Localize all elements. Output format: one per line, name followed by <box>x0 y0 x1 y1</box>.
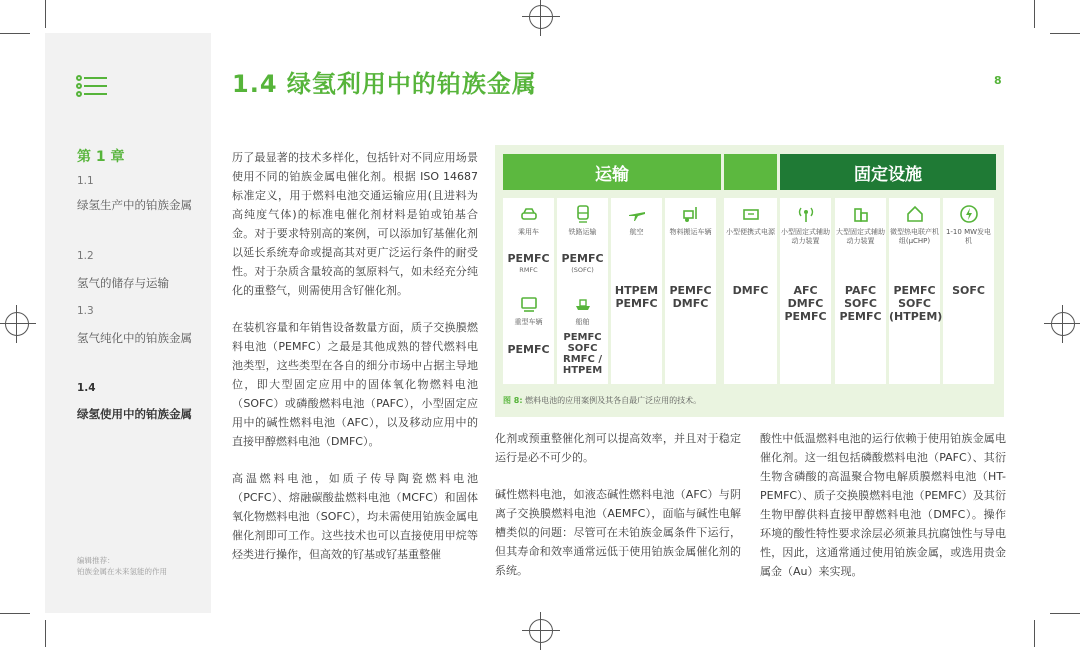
chapter-title: 第 1 章 <box>77 149 125 165</box>
technology-label: PEMFC <box>507 343 550 356</box>
crop-mark <box>0 33 30 34</box>
toc-item-1-2[interactable]: 氢气的储存与运输 <box>77 276 169 290</box>
toc-number: 1.1 <box>77 175 94 187</box>
application-cell <box>665 198 716 384</box>
power-icon <box>959 204 979 224</box>
crop-mark <box>45 0 46 28</box>
application-label: 航空 <box>629 228 644 236</box>
header-transport-extension <box>724 154 777 190</box>
technology-label: PEMFC SOFC RMFC / HTPEM <box>562 332 603 376</box>
registration-mark <box>5 312 29 336</box>
application-label: 1-10 MW发电机 <box>945 228 992 245</box>
crop-mark <box>1034 0 1035 28</box>
plane-icon <box>627 204 647 224</box>
registration-mark <box>1051 312 1075 336</box>
registration-mark <box>529 5 553 29</box>
chapter-sidebar <box>45 33 211 613</box>
application-cell <box>835 198 886 384</box>
crop-mark <box>1034 620 1035 647</box>
header-stationary: 固定设施 <box>780 154 996 190</box>
technology-label: PEMFC <box>507 252 550 265</box>
application-label: 乘用车 <box>518 228 539 236</box>
technology-sub-label: RMFC <box>519 266 538 274</box>
toc-number: 1.2 <box>77 250 94 262</box>
toc-item-1-3[interactable]: 氢气纯化中的铂族金属 <box>77 331 192 345</box>
technology-label: PEMFC <box>561 252 604 265</box>
text-column-1 <box>232 148 478 582</box>
paragraph: 碱性燃料电池，如液态碱性燃料电池（AFC）与阴离子交换膜燃料电池（AEMFC），面临与碱性电解槽类似的问题：尽管可在未铂族金属条件下运行，但其寿命和效率通常远低于使用铂族金属催化剂的系统。 <box>495 488 741 577</box>
figure-caption <box>503 395 701 406</box>
technology-label: AFC DMFC PEMFC <box>784 284 827 323</box>
registration-mark <box>529 619 553 643</box>
toc-number-active: 1.4 <box>77 382 96 394</box>
paragraph: 高温燃料电池，如质子传导陶瓷燃料电池（PCFC）、熔融碳酸盐燃料电池（MCFC）和固体氧化物燃料电池（SOFC），均未需使用铂族金属电催化剂即可工作。这些技术也可以直接使用甲烷等烃类进行操作，但高效的钌基或钌基重整催 <box>232 472 478 561</box>
paragraph: 酸性中低温燃料电池的运行依赖于使用铂族金属电催化剂。这一组包括磷酸燃料电池（PAFC）、其衍生物含磷酸的高温聚合物电解质膜燃料电池（HT-PEMFC）、质子交换膜燃料电池（PEMFC）及其衍生物甲醇供料直接甲醇燃料电池（DMFC）。操作环境的酸性特性要求涂层必须兼具抗腐蚀性与导电性，因此，这通常通过使用铂族金属，或选用贵金属金（Au）来实现。 <box>760 432 1006 578</box>
application-label: 小型固定式辅助动力装置 <box>781 228 830 245</box>
paragraph: 历了最显著的技术多样化，包括针对不同应用场景使用不同的铂族金属电催化剂。根据 ISO 14687 标准定义，用于燃料电池交通运输应用(且进料为高纯度气体)的标准电催化剂材料是铂或铂基合金。对于要求特别高的案例，可以添加钌基催化剂以延长系统寿命或提高其对更广泛运行条件的耐受性。对于杂质含量较高的氢原料气，如未经充分纯化的重整气，则需使用含钌催化剂。 <box>232 151 478 297</box>
crop-mark <box>1050 33 1080 34</box>
application-cell <box>503 198 554 384</box>
menu-list-icon[interactable] <box>76 75 108 97</box>
toc-item-1-4-active[interactable]: 绿氢使用中的铂族金属 <box>77 407 192 421</box>
forklift-icon <box>681 204 701 224</box>
application-label: 船舶 <box>575 318 590 326</box>
building-icon <box>851 204 871 224</box>
house-icon <box>905 204 925 224</box>
text-column-3 <box>760 429 1006 599</box>
header-transport: 运输 <box>503 154 721 190</box>
technology-label: PEMFC DMFC <box>669 284 712 310</box>
application-cell <box>557 198 608 384</box>
car-icon <box>519 204 539 224</box>
application-label: 铁路运输 <box>568 228 597 236</box>
text-column-2 <box>495 429 741 598</box>
application-cell <box>611 198 662 384</box>
application-label: 微型热电联产机组(μCHP) <box>890 228 939 245</box>
application-cell <box>889 198 943 384</box>
technology-label: PAFC SOFC PEMFC <box>839 284 882 323</box>
fuel-cell-application-figure <box>495 145 1004 417</box>
technology-label: HTPEM PEMFC <box>614 284 659 310</box>
application-label: 小型便携式电源 <box>726 228 775 236</box>
toc-item-1-1[interactable]: 绿氢生产中的铂族金属 <box>77 198 192 212</box>
train-icon <box>573 204 593 224</box>
crop-mark <box>0 613 30 614</box>
portable-power-icon <box>741 204 761 224</box>
footnote-text: 铂族金属在未来氢能的作用 <box>77 567 167 576</box>
technology-sub-label: (SOFC) <box>571 266 594 274</box>
caption-label: 图 8: <box>503 396 523 405</box>
application-label: 大型固定式辅助动力装置 <box>836 228 885 245</box>
technology-label: PEMFC SOFC (HTPEM) <box>889 284 943 323</box>
application-label: 重型车辆 <box>514 318 543 326</box>
crop-mark <box>1050 613 1080 614</box>
caption-text: 燃料电池的应用案例及其各自最广泛应用的技术。 <box>525 396 702 405</box>
paragraph: 在装机容量和年销售设备数量方面，质子交换膜燃料电池（PEMFC）之最是其他成熟的替代燃料电池类型，这些类型在各自的细分市场中占据主导地位，即大型固定应用中的固体氧化物燃料电池（SOFC）或磷酸燃料电池（PAFC），小型固定应用中的碱性燃料电池（AFC），以及移动应用中的直接甲醇燃料电池（DMFC）。 <box>232 321 478 448</box>
ship-icon <box>573 294 593 314</box>
application-label: 物料搬运车辆 <box>669 228 712 236</box>
footnote-label: 编辑推荐： <box>77 556 115 565</box>
truck-icon <box>519 294 539 314</box>
technology-label: SOFC <box>952 284 985 297</box>
sidebar-footnote <box>77 555 207 577</box>
application-cell <box>943 198 994 384</box>
application-cell <box>724 198 777 384</box>
technology-label: DMFC <box>732 284 769 297</box>
crop-mark <box>45 620 46 647</box>
antenna-icon <box>796 204 816 224</box>
section-heading: 1.4 绿氢利用中的铂族金属 <box>232 70 537 98</box>
application-cell <box>780 198 831 384</box>
paragraph: 化剂或预重整催化剂可以提高效率，并且对于稳定运行是必不可少的。 <box>495 432 741 464</box>
page-number: 8 <box>994 74 1002 87</box>
toc-number: 1.3 <box>77 305 94 317</box>
